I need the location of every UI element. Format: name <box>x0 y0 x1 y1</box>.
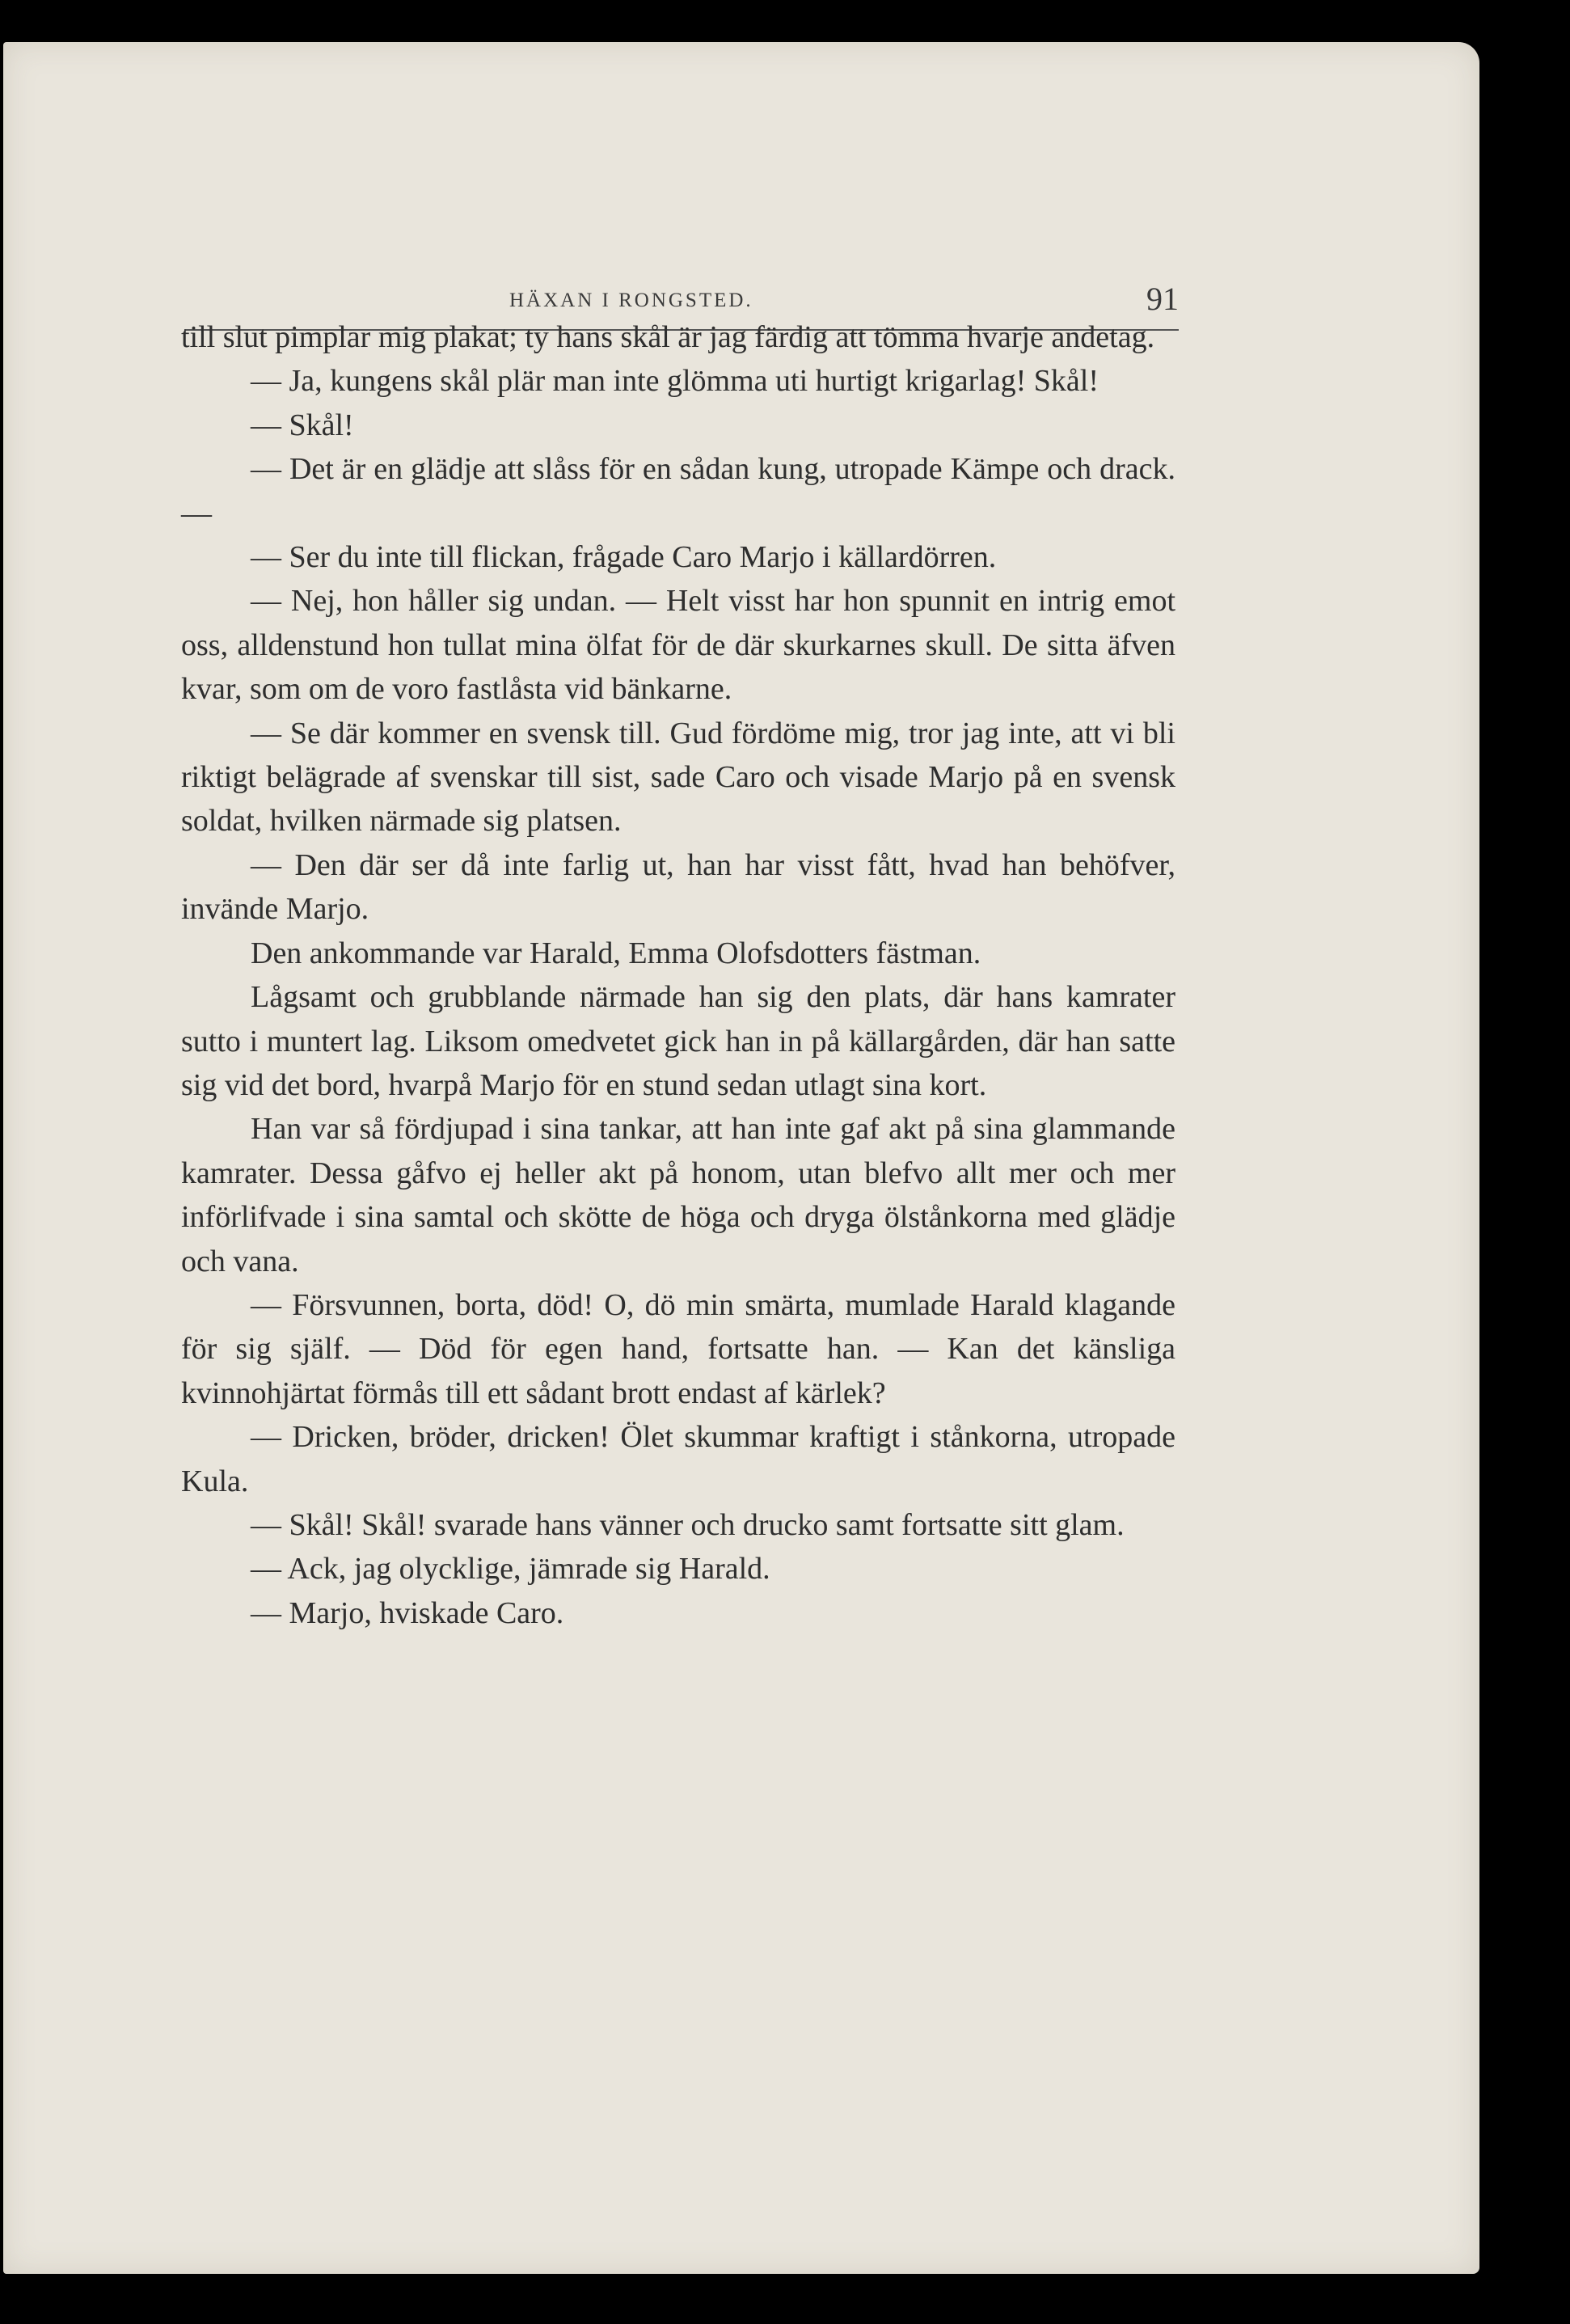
paragraph: — Den där ser då inte farlig ut, han har visst fått, hvad han behöfver, invände Marjo. <box>181 847 1175 927</box>
body-text <box>181 315 1175 1635</box>
paragraph: till slut pimplar mig plakat; ty hans skål är jag färdig att tömma hvarje andetag. <box>181 320 1155 354</box>
paragraph: Han var så fördjupad i sina tankar, att han inte gaf akt på sina glammande kamrater. Dessa gåfvo ej heller akt på honom, utan blefvo allt mer och mer införlifvade i sina samtal och skötte de höga och dryga ölstånkorna med glädje och vana. <box>181 1112 1175 1278</box>
paragraph: — Ja, kungens skål plär man inte glömma uti hurtigt krigarlag! Skål! <box>251 364 1099 399</box>
paragraph: — Ack, jag olycklige, jämrade sig Harald. <box>251 1552 770 1587</box>
paragraph: — Skål! Skål! svarade hans vänner och drucko samt fortsatte sitt glam. <box>251 1507 1125 1542</box>
paragraph: — Skål! <box>251 408 354 442</box>
paragraph: — Dricken, bröder, dricken! Ölet skummar kraftigt i stånkorna, utropade Kula. <box>181 1420 1175 1498</box>
paragraph: — Försvunnen, borta, död! O, dö min smärta, mumlade Harald klagande för sig själf. — Död för egen hand, fortsatte han. — Kan det känsliga kvinnohjärtat förmås till ett sådant brott endast af kärlek? <box>181 1287 1175 1410</box>
paragraph: — Ser du inte till flickan, frågade Caro Marjo i källardörren. <box>251 540 997 575</box>
paragraph: — Se där kommer en svensk till. Gud fördöme mig, tror jag inte, att vi bli riktigt belägrade af svenskar till sist, sade Caro och visade Marjo på en svensk soldat, hvilken närmade sig platsen. <box>181 716 1175 839</box>
paragraph: — Marjo, hviskade Caro. <box>251 1595 564 1630</box>
paragraph: — Det är en glädje att slåss för en sådan kung, utropade Kämpe och drack. — <box>181 452 1175 530</box>
running-head: HÄXAN I RONGSTED. <box>509 289 753 311</box>
paragraph: Den ankommande var Harald, Emma Olofsdotters fästman. <box>251 936 981 970</box>
paragraph: — Nej, hon håller sig undan. — Helt visst har hon spunnit en intrig emot oss, alldenstund hon tullat mina ölfat för de där skurkarnes skull. De sitta äfven kvar, som om de voro fastlåsta vid bänkarne. <box>181 584 1175 707</box>
paragraph: Lågsamt och grubblande närmade han sig den plats, där hans kamrater sutto i muntert lag. Liksom omedvetet gick han in på källargården, där han satte sig vid det bord, hvarpå Marjo för en stund sedan utlagt sina kort. <box>181 980 1175 1102</box>
page-number: 91 <box>1146 281 1179 317</box>
